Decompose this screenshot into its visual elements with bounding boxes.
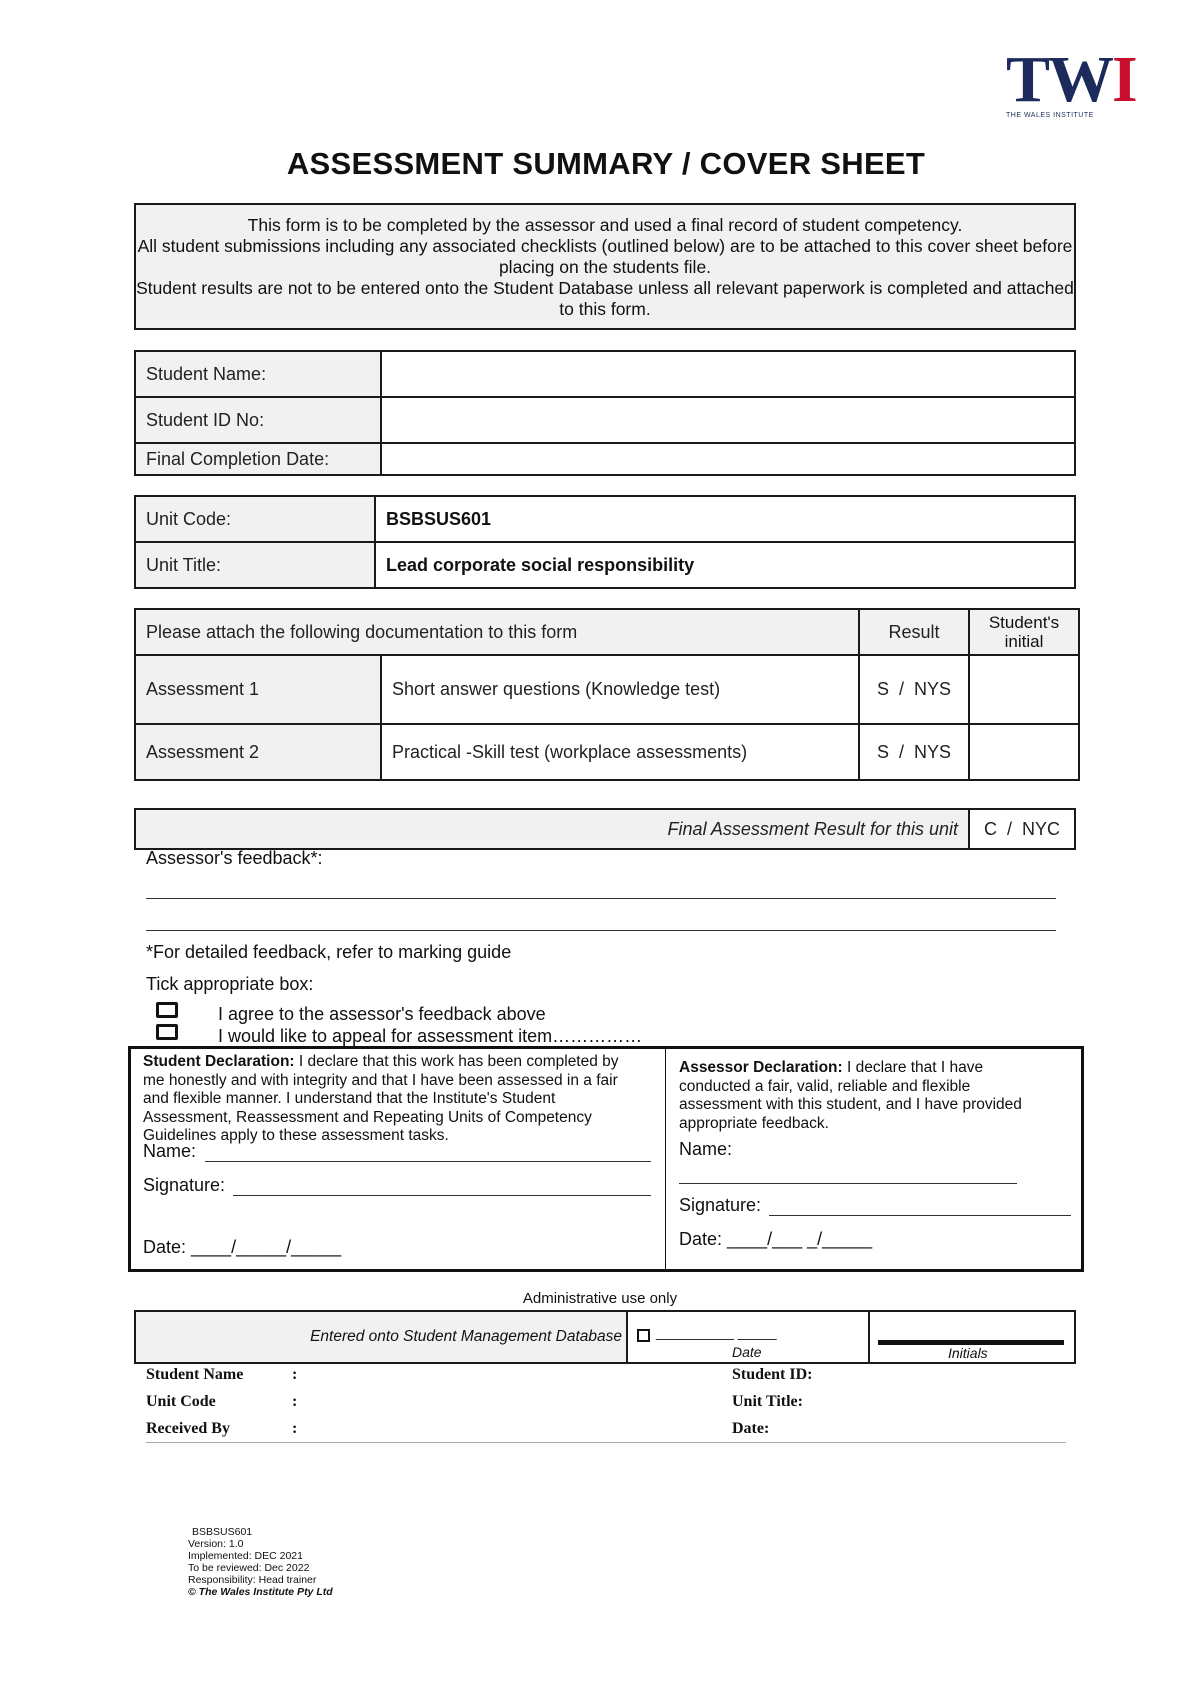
admin-unit-code-label: Unit Code [146,1393,216,1410]
unit-title-label: Unit Title: [135,542,375,588]
student-signature-line[interactable] [233,1195,651,1196]
assessor-date-field[interactable]: Date: ____/___ _/_____ [679,1229,873,1249]
declaration-divider [665,1049,666,1269]
student-date-field[interactable]: Date: ____/_____/_____ [143,1237,342,1257]
admin-date-label: Date [732,1344,762,1360]
admin-bottom-rule [146,1442,1066,1443]
agree-option-label: I agree to the assessor's feedback above [218,1004,546,1024]
student-initial-cell[interactable] [969,655,1079,724]
assessor-signature-label: Signature: [679,1195,762,1215]
admin-title: Administrative use only [522,1290,678,1307]
admin-entered-checkbox[interactable] [637,1329,650,1342]
admin-unit-title-label: Unit Title: [732,1393,803,1410]
final-result-table [134,808,1076,850]
admin-divider-2 [868,1312,870,1362]
admin-initials-label: Initials [948,1345,988,1361]
student-id-label: Student ID No: [135,397,381,443]
student-signature-label: Signature: [143,1175,226,1195]
feedback-line-2[interactable] [146,930,1056,931]
logo-letters: TWI [1006,43,1136,116]
student-name-field[interactable] [381,351,1075,397]
assessment-name: Assessment 2 [135,724,381,780]
admin-colon: : [292,1366,298,1383]
completion-date-label: Final Completion Date: [135,443,381,475]
admin-box [134,1310,1076,1364]
feedback-line-1[interactable] [146,898,1056,899]
documentation-table [134,608,1080,781]
completion-date-field[interactable] [381,443,1075,475]
assessment-result[interactable]: S / NYS [859,724,969,780]
assessment-name: Assessment 1 [135,655,381,724]
marking-guide-note: *For detailed feedback, refer to marking guide [146,942,512,962]
admin-student-name-label: Student Name [146,1366,244,1383]
unit-details-table [134,495,1076,589]
admin-entered-label: Entered onto Student Management Database [310,1328,622,1345]
unit-code-label: Unit Code: [135,496,375,542]
student-details-table [134,350,1076,476]
student-initial-cell[interactable] [969,724,1079,780]
tick-instruction: Tick appropriate box: [146,974,314,994]
logo-subtitle: THE WALES INSTITUTE [1006,112,1094,119]
admin-received-by-label: Received By [146,1420,230,1437]
final-result-value[interactable]: C / NYC [969,809,1075,849]
assessment-result[interactable]: S / NYS [859,655,969,724]
student-name-label: Student Name: [135,351,381,397]
instruction-line-2: All student submissions including any associated checklists (outlined below) are to be attached to this cover sheet before placing on the students file. [137,236,1073,277]
assessor-name-line[interactable] [679,1183,1017,1184]
student-initial-header: Student's initial [969,609,1079,655]
admin-colon: : [292,1420,298,1437]
student-name-label: Name: [143,1141,197,1161]
final-result-label: Final Assessment Result for this unit [135,809,969,849]
admin-date-blank[interactable]: __________ _____ [656,1324,777,1340]
page-title: ASSESSMENT SUMMARY / COVER SHEET [286,146,926,181]
institute-logo [1006,43,1136,120]
assessment-description: Practical -Skill test (workplace assessments) [381,724,859,780]
assessment-description: Short answer questions (Knowledge test) [381,655,859,724]
instruction-line-3: Student results are not to be entered onto the Student Database unless all relevant paperwork is completed and attached to this form. [136,278,1074,319]
admin-date-label: Date: [732,1420,770,1437]
table-row [135,724,1079,780]
assessor-signature-line[interactable] [769,1215,1071,1216]
appeal-option-label: I would like to appeal for assessment item…………… [218,1026,643,1046]
assessor-declaration-text: Assessor Declaration: I declare that I have conducted a fair, valid, reliable and flexible assessment with this student, and I have provided appropriate feedback. [679,1059,1022,1132]
agree-checkbox[interactable] [156,1002,178,1018]
assessor-feedback-label: Assessor's feedback*: [146,848,323,868]
admin-divider-1 [626,1312,628,1362]
unit-code-value: BSBSUS601 [375,496,1075,542]
admin-student-id-label: Student ID: [732,1366,813,1383]
admin-colon: : [292,1393,298,1410]
assessor-name-label: Name: [679,1139,733,1159]
student-declaration-text: Student Declaration: I declare that this work has been completed by me honestly and with integrity and that I have been assessed in a fair and flexible manner. I understand that the Institute's Student Assessment, Reassessment and Repeating Units of Competency Guidelines apply to these assessment tasks. [143,1053,619,1144]
document-footer: BSBSUS601 Version: 1.0 Implemented: DEC 2021 To be reviewed: Dec 2022 Responsibility: Head trainer © The Wales Institute Pty Ltd [188,1526,333,1598]
student-id-field[interactable] [381,397,1075,443]
appeal-checkbox[interactable] [156,1024,178,1040]
instructions-box [134,203,1076,330]
table-row [135,655,1079,724]
documentation-header: Please attach the following documentation to this form [135,609,859,655]
result-header: Result [859,609,969,655]
student-name-line[interactable] [205,1161,651,1162]
instruction-line-1: This form is to be completed by the assessor and used a final record of student competency. [247,215,963,235]
unit-title-value: Lead corporate social responsibility [375,542,1075,588]
declarations-box [128,1046,1084,1272]
